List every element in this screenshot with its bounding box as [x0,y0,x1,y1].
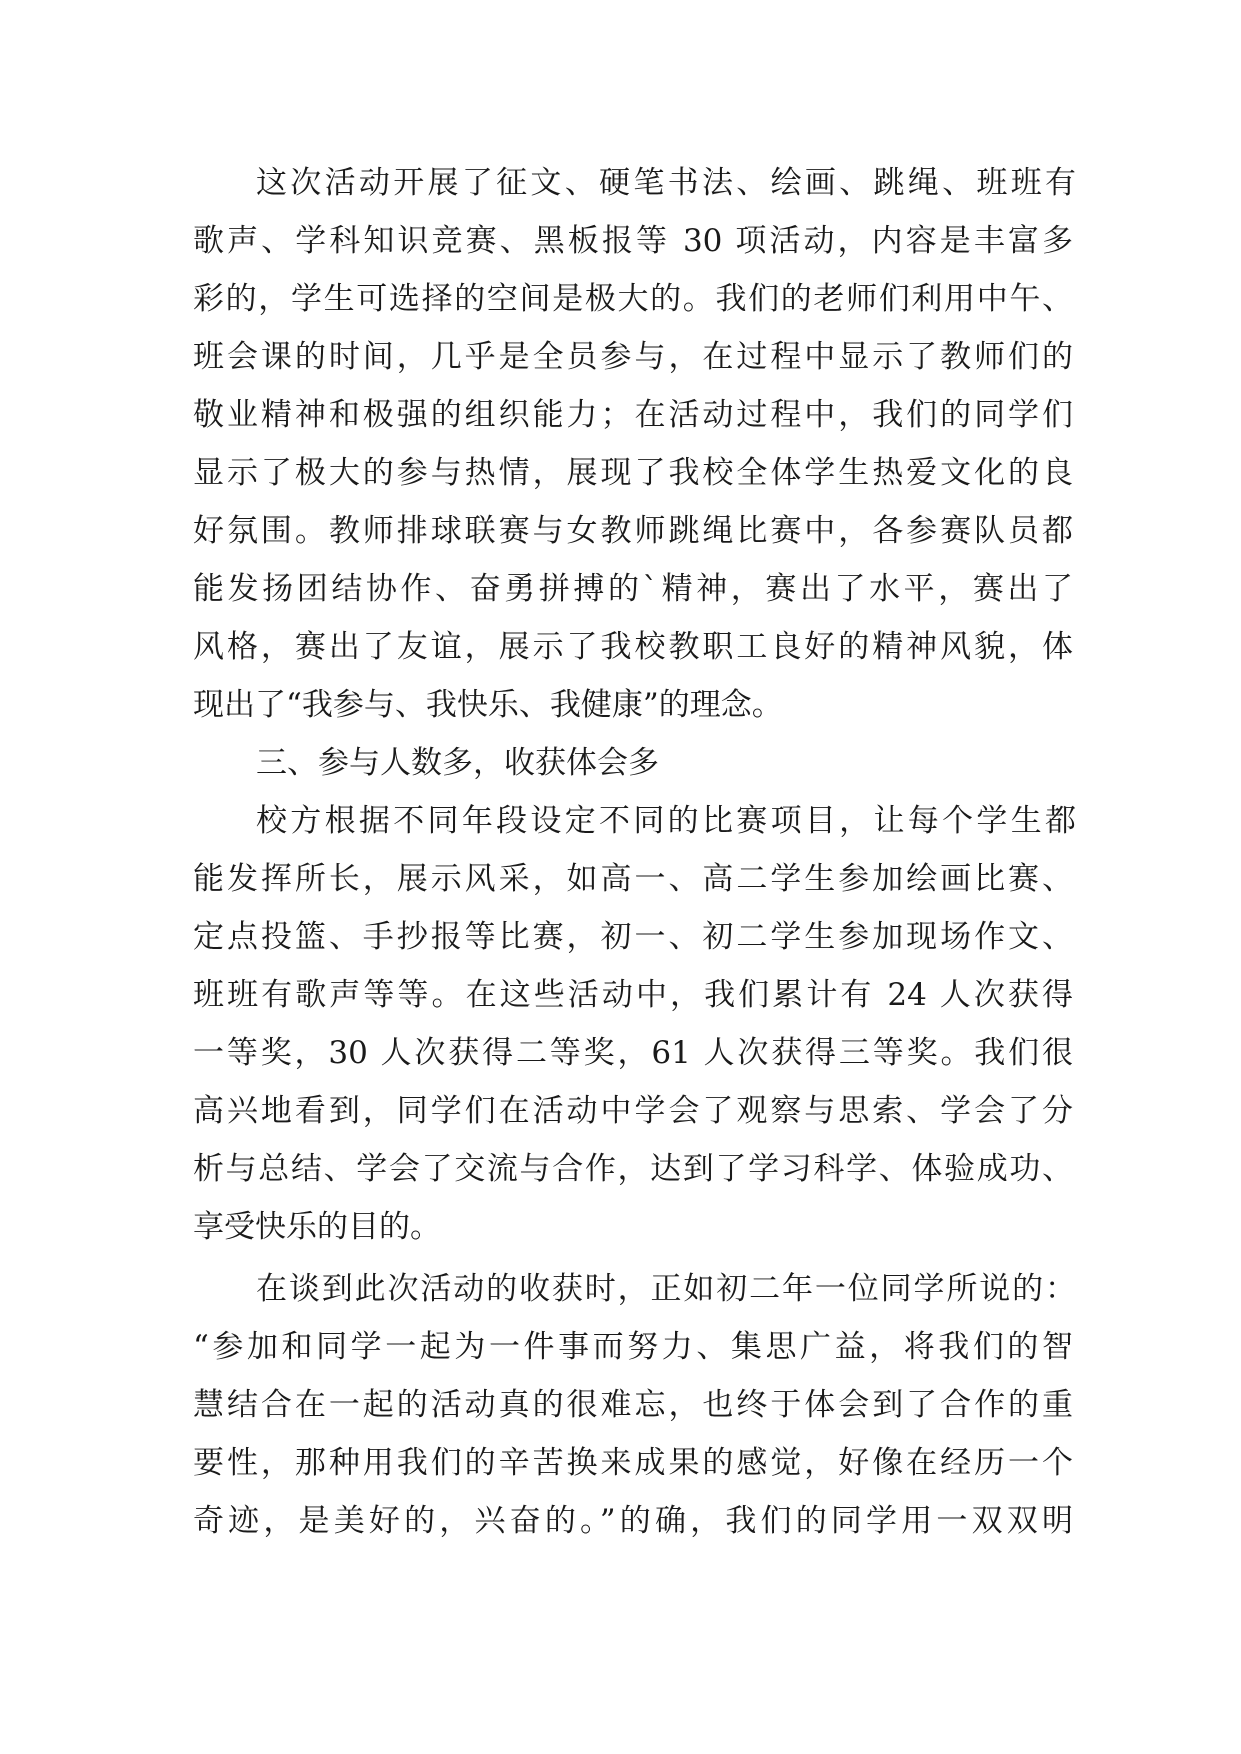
section-heading: 三、参与人数多，收获体会多 [256,745,659,781]
text-line: 奇迹，是美好的，兴奋的。”的确，我们的同学用一双双明 [193,1503,1073,1539]
text-line: 好氛围。教师排球联赛与女教师跳绳比赛中，各参赛队员都 [193,513,1073,549]
text-line: 享受快乐的目的。 [193,1209,441,1245]
text-line: 班会课的时间，几乎是全员参与，在过程中显示了教师们的 [193,339,1073,375]
text-line: 慧结合在一起的活动真的很难忘，也终于体会到了合作的重 [193,1387,1073,1423]
text-line: 敬业精神和极强的组织能力；在活动过程中，我们的同学们 [193,397,1073,433]
text-line: 歌声、学科知识竞赛、黑板报等 30 项活动，内容是丰富多 [193,223,1073,259]
text-line: 在谈到此次活动的收获时，正如初二年一位同学所说的： [256,1271,1076,1307]
text-line: 高兴地看到，同学们在活动中学会了观察与思索、学会了分 [193,1093,1073,1129]
text-line: 要性，那种用我们的辛苦换来成果的感觉，好像在经历一个 [193,1445,1073,1481]
text-line: 能发扬团结协作、奋勇拼搏的`精神，赛出了水平，赛出了 [193,571,1073,607]
text-line: 彩的，学生可选择的空间是极大的。我们的老师们利用中午、 [193,281,1073,317]
text-line: 析与总结、学会了交流与合作，达到了学习科学、体验成功、 [193,1151,1073,1187]
text-line: 显示了极大的参与热情，展现了我校全体学生热爱文化的良 [193,455,1073,491]
text-line: 这次活动开展了征文、硬笔书法、绘画、跳绳、班班有 [256,165,1076,201]
text-line: 校方根据不同年段设定不同的比赛项目，让每个学生都 [256,803,1076,839]
text-line: 一等奖，30 人次获得二等奖，61 人次获得三等奖。我们很 [193,1035,1073,1071]
text-line: 定点投篮、手抄报等比赛，初一、初二学生参加现场作文、 [193,919,1073,955]
text-line: 现出了“我参与、我快乐、我健康”的理念。 [193,687,783,723]
text-line: 风格，赛出了友谊，展示了我校教职工良好的精神风貌，体 [193,629,1073,665]
text-line: 能发挥所长，展示风采，如高一、高二学生参加绘画比赛、 [193,861,1073,897]
text-line: 班班有歌声等等。在这些活动中，我们累计有 24 人次获得 [193,977,1073,1013]
text-line: “参加和同学一起为一件事而努力、集思广益，将我们的智 [193,1329,1073,1365]
